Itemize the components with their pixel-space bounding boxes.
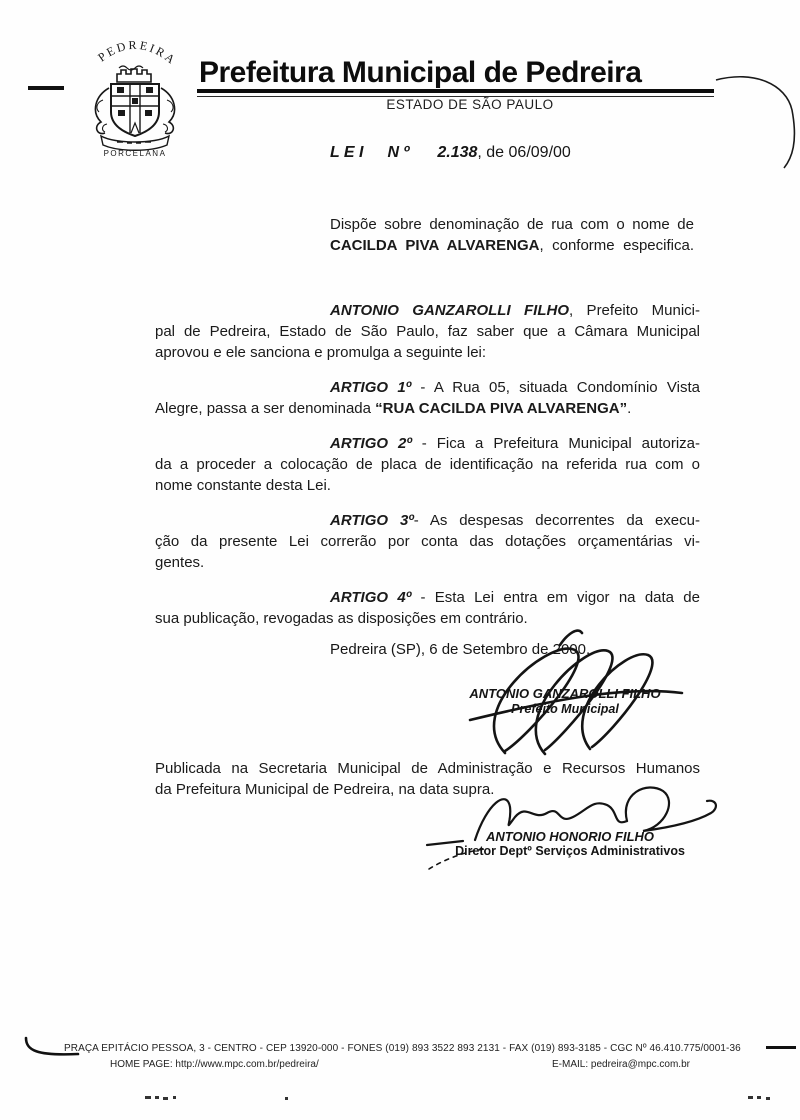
crest-quarter-mark [118, 110, 125, 116]
text-segment: pal de Pedreira, Estado de São Paulo, faz saber que a Câmara Municipal [155, 323, 700, 340]
text-segment: , conforme especifica. [539, 237, 694, 254]
scan-speck [145, 1096, 151, 1099]
scan-speck [285, 1097, 288, 1100]
text-line [155, 321, 700, 342]
text-line [155, 510, 700, 531]
crest-arched-text: PEDREIRA [95, 37, 180, 68]
scan-speck [748, 1096, 753, 1099]
paragraph-artigo-1 [155, 377, 700, 419]
footer-email: E-MAIL: pedreira@mpc.com.br [552, 1059, 690, 1070]
crest-center-mark [132, 98, 138, 104]
text-line [155, 587, 700, 608]
text-segment: - Fica a Prefeitura Municipal autoriza- [411, 435, 700, 452]
law-articles [155, 300, 700, 643]
document-subtitle: ESTADO DE SÃO PAULO [386, 97, 554, 112]
director-signature-role: Diretor Deptº Serviços Administrativos [455, 844, 685, 858]
footer-homepage: HOME PAGE: http://www.mpc.com.br/pedreira/ [110, 1059, 319, 1070]
text-segment: da a proceder a colocação de placa de identificação na referida rua com o [155, 456, 700, 473]
law-number: 2.138 [437, 144, 478, 161]
text-segment: gentes. [155, 554, 205, 571]
scan-speck [155, 1096, 159, 1099]
date-place-line: Pedreira (SP), 6 de Setembro de 2000. [330, 641, 591, 658]
text-line [155, 377, 700, 398]
text-line [155, 398, 700, 419]
paragraph-artigo-3 [155, 510, 700, 573]
paragraph-artigo-4 [155, 587, 700, 629]
text-line [155, 475, 700, 496]
law-number-line [330, 144, 571, 162]
text-segment: “RUA CACILDA PIVA ALVARENGA” [375, 400, 628, 417]
text-segment: . [627, 400, 632, 417]
crest-flourish-left-curl [97, 100, 107, 132]
text-segment: ARTIGO 1º [330, 379, 412, 396]
text-segment: ARTIGO 2º [330, 435, 412, 452]
scan-speck [163, 1097, 168, 1100]
text-segment: sua publicação, revogadas as disposições em contrário. [155, 610, 528, 627]
text-segment: , Prefeito Munici- [569, 302, 700, 319]
text-line [155, 454, 700, 475]
text-segment: ANTONIO GANZAROLLI FILHO [330, 302, 569, 319]
text-line [155, 552, 700, 573]
pedreira-coat-of-arms [73, 26, 197, 158]
header-right-curve [714, 60, 800, 172]
scan-speck [173, 1096, 176, 1099]
footer-address-line: PRAÇA EPITÁCIO PESSOA, 3 - CENTRO - CEP 13920-000 - FONES (019) 893 3522 893 2131 - FAX (019) 893-3185 - CGC Nº 46.410.775/0001-36 [64, 1043, 741, 1054]
text-segment: ARTIGO 4º [330, 589, 412, 606]
scan-speck [766, 1097, 770, 1100]
scan-speck [757, 1096, 761, 1099]
footer-right-dash [766, 1046, 796, 1049]
header-left-dash [28, 86, 64, 90]
text-line [155, 531, 700, 552]
director-handwritten-signature [415, 775, 725, 875]
text-line [330, 235, 694, 256]
text-segment: aprovou e ele sanciona e promulga a seguinte lei: [155, 344, 487, 361]
crest-quarter-mark [145, 110, 152, 116]
paragraph-artigo-2 [155, 433, 700, 496]
crest-flourish-right-curl [163, 100, 173, 132]
text-segment: - As despesas decorrentes da execu- [413, 512, 700, 529]
text-segment: nome constante desta Lei. [155, 477, 331, 494]
title-underline [197, 89, 714, 97]
text-segment: - Esta Lei entra em vigor na data de [411, 589, 700, 606]
crest-bottom-text: PORCELANA [103, 149, 167, 158]
crest-quarter-mark [117, 87, 124, 93]
mayor-signature-role: Prefeito Municipal [511, 702, 619, 716]
document-title: Prefeitura Municipal de Pedreira [199, 56, 642, 89]
law-label: L E I [330, 144, 364, 161]
text-segment: CACILDA PIVA ALVARENGA [330, 237, 540, 254]
text-segment: - A Rua 05, situada Condomínio Vista [411, 379, 700, 396]
text-segment: Dispõe sobre denominação de rua com o nome de [330, 216, 694, 233]
text-segment: Alegre, passa a ser denominada [155, 400, 376, 417]
director-signature-name: ANTONIO HONORIO FILHO [485, 829, 655, 844]
law-number-label: N º [387, 144, 410, 161]
text-segment: da Prefeitura Municipal de Pedreira, na data supra. [155, 781, 495, 798]
mayor-handwritten-signature [420, 625, 710, 760]
text-segment: ção da presente Lei correrão por conta das dotações orçamentárias vi- [155, 533, 700, 550]
law-date: , de 06/09/00 [477, 144, 571, 161]
law-summary [330, 214, 694, 256]
text-line [155, 300, 700, 321]
text-line [155, 342, 700, 363]
crest-quarter-mark [146, 87, 153, 93]
crest-crown [117, 69, 151, 82]
text-line [155, 433, 700, 454]
text-line [330, 214, 694, 235]
paragraph-preamble [155, 300, 700, 363]
mayor-signature-name: ANTONIO GANZAROLLI FILHO [469, 686, 661, 701]
crest-base-mark [131, 123, 139, 133]
text-segment: ARTIGO 3º [330, 512, 414, 529]
text-segment: Publicada na Secretaria Municipal de Administração e Recursos Humanos [155, 760, 700, 777]
